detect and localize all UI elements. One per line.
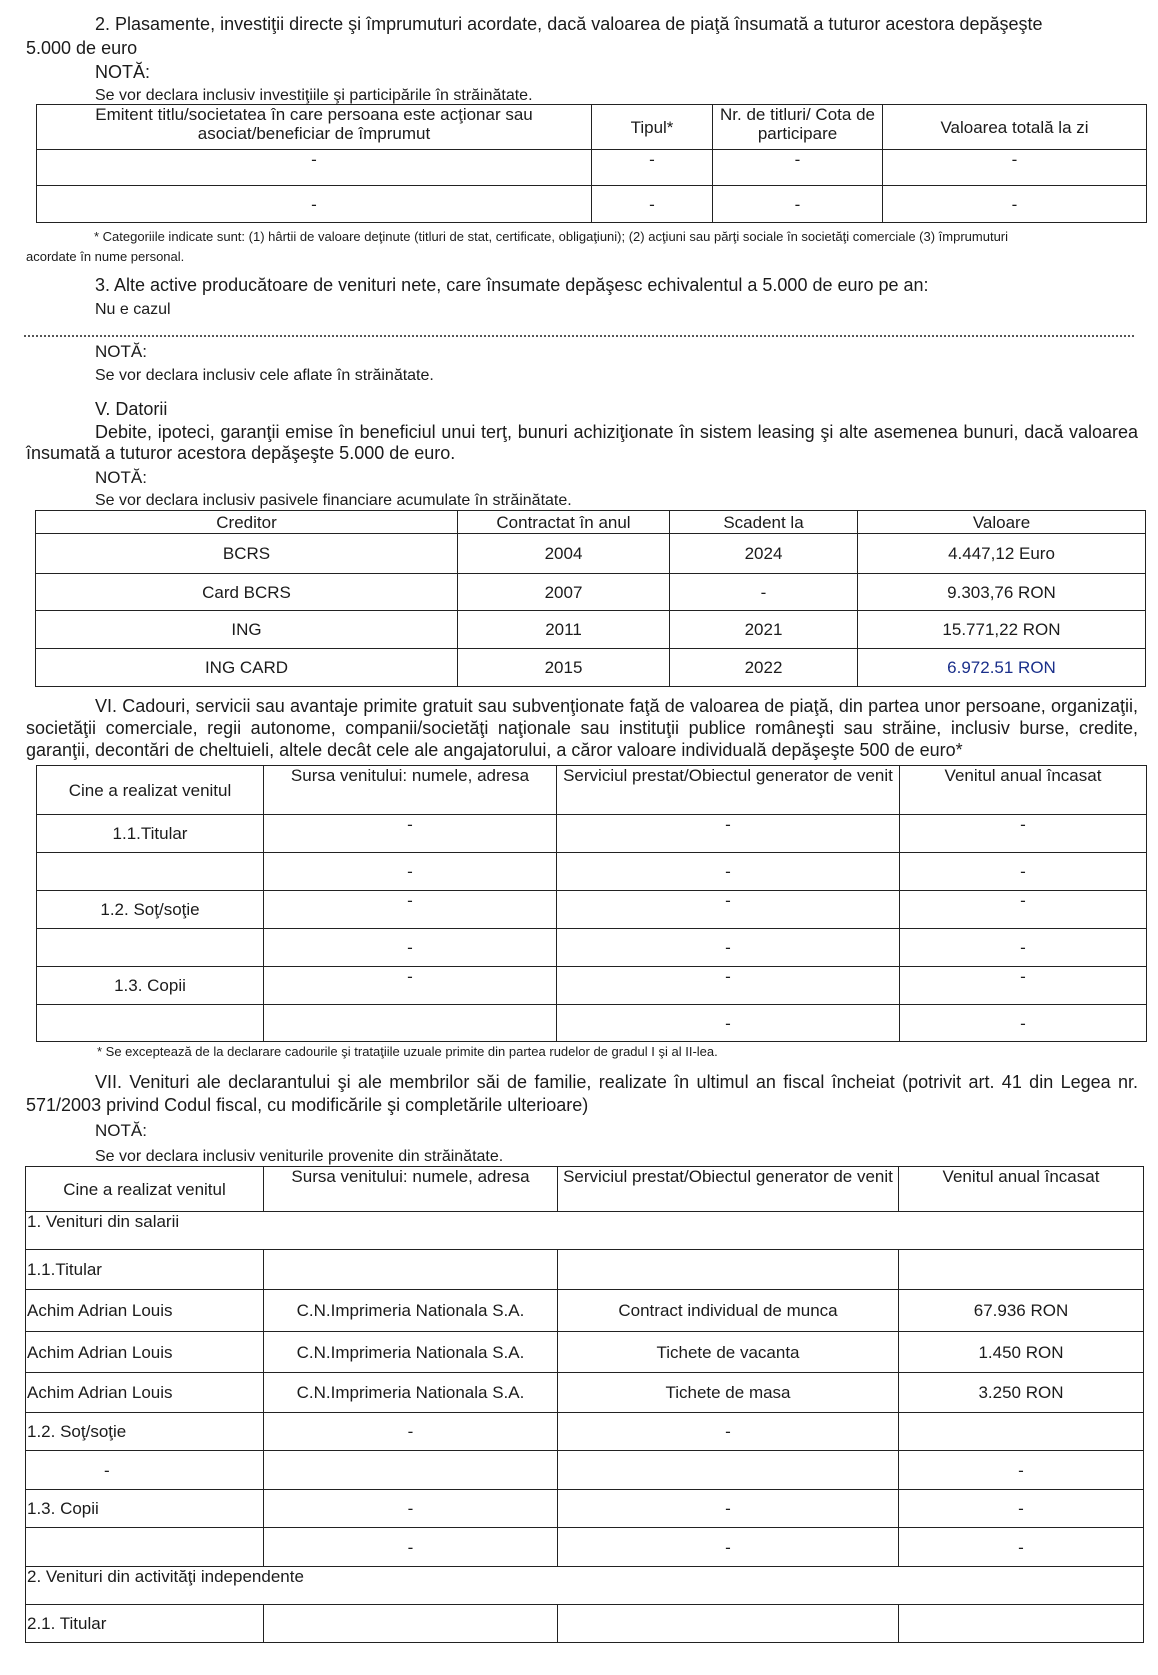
- nota-text: Se vor declara inclusiv pasivele financiare acumulate în străinătate.: [95, 492, 572, 509]
- table-cell: 2004: [458, 534, 670, 574]
- table-cell: -: [264, 815, 557, 853]
- table-cell: -: [713, 150, 883, 186]
- section-5-heading: V. Datorii: [95, 399, 168, 419]
- table-cell: -: [883, 186, 1147, 223]
- dotted-line: [24, 335, 1134, 337]
- header-cell: Serviciul prestat/Obiectul generator de venit: [558, 1167, 899, 1212]
- table-cell: -: [557, 853, 900, 891]
- table-cell: C.N.Imprimeria Nationala S.A.: [264, 1290, 558, 1332]
- table-cell: -: [592, 150, 713, 186]
- table-cell: -: [264, 891, 557, 929]
- section-5-text: Debite, ipoteci, garanţii emise în beneficiul unui terţ, bunuri achiziţionate în sistem leasing şi alte asemenea bunuri, dacă valoarea însumată a tuturor acestora depăşeşte 5.000 de euro.: [26, 422, 1138, 463]
- table-cell: 2.1. Titular: [26, 1605, 264, 1643]
- header-cell: Creditor: [36, 511, 458, 534]
- nota-label: NOTĂ:: [95, 62, 151, 82]
- nota-text: Se vor declara inclusiv veniturile provenite din străinătate.: [95, 1148, 504, 1165]
- debts-table: [35, 510, 1146, 687]
- table-cell: -: [899, 1490, 1144, 1528]
- table-cell: -: [900, 929, 1147, 967]
- income-table: [25, 1166, 1144, 1643]
- table-cell: Tichete de vacanta: [558, 1332, 899, 1373]
- header-cell: Venitul anual încasat: [899, 1167, 1144, 1212]
- table-cell: -: [264, 1413, 558, 1451]
- nota-text: Se vor declara inclusiv cele aflate în străinătate.: [95, 367, 434, 384]
- table-cell: 67.936 RON: [899, 1290, 1144, 1332]
- footnote-cont: acordate în nume personal.: [26, 249, 185, 264]
- section-7-text: VII. Venituri ale declarantului şi ale membrilor săi de familie, realizate în ultimul an fiscal încheiat (potrivit art. 41 din Legea nr. 571/2003 privind Codul fiscal, cu modificările şi completările ulterioare): [26, 1072, 1138, 1115]
- table-cell: -: [37, 186, 592, 223]
- table-cell: -: [900, 1005, 1147, 1042]
- header-cell: Nr. de titluri/ Cota de participare: [713, 105, 883, 150]
- table-cell: 9.303,76 RON: [858, 574, 1146, 611]
- footnote: * Categoriile indicate sunt: (1) hârtii de valoare deţinute (titluri de stat, certificate, obligaţiuni); (2) acţiuni sau părţi sociale în societăţi comerciale (3) împrumuturi: [94, 229, 1009, 244]
- table-cell: 4.447,12 Euro: [858, 534, 1146, 574]
- table-cell: 2024: [670, 534, 858, 574]
- table-cell: -: [264, 929, 557, 967]
- section-2-title: 2. Plasamente, investiţii directe şi împrumuturi acordate, dacă valoarea de piaţă însumată a tuturor acestora depăşeşte: [95, 14, 1043, 34]
- header-cell: Serviciul prestat/Obiectul generator de venit: [557, 766, 900, 815]
- table-cell: 2015: [458, 649, 670, 687]
- footnote: * Se exceptează de la declarare cadourile şi trataţiile uzuale primite din partea rudelor de gradul I şi al II-lea.: [97, 1044, 718, 1059]
- table-cell: 2007: [458, 574, 670, 611]
- table-cell: [37, 853, 264, 891]
- section-row: 2. Venituri din activităţi independente: [26, 1567, 1144, 1605]
- header-cell: Scadent la: [670, 511, 858, 534]
- table-cell: -: [899, 1528, 1144, 1567]
- table-cell: -: [900, 815, 1147, 853]
- table-cell: -: [26, 1451, 264, 1490]
- table-cell: -: [557, 815, 900, 853]
- table-cell: 2022: [670, 649, 858, 687]
- header-cell: Valoare: [858, 511, 1146, 534]
- header-cell: Emitent titlu/societatea în care persoana este acţionar sau asociat/beneficiar de împrumut: [37, 105, 592, 150]
- table-cell: -: [900, 853, 1147, 891]
- table-cell: [558, 1451, 899, 1490]
- table-cell: [26, 1528, 264, 1567]
- table-cell: [264, 1005, 557, 1042]
- table-cell: -: [264, 853, 557, 891]
- table-cell: -: [558, 1528, 899, 1567]
- header-cell: Contractat în anul: [458, 511, 670, 534]
- table-cell: -: [713, 186, 883, 223]
- header-cell: Cine a realizat venitul: [26, 1167, 264, 1212]
- table-cell: 1.450 RON: [899, 1332, 1144, 1373]
- section-3-value: Nu e cazul: [95, 301, 171, 318]
- nota-label: NOTĂ:: [95, 468, 147, 487]
- table-cell: -: [264, 1490, 558, 1528]
- table-cell: -: [900, 967, 1147, 1005]
- table-cell: -: [264, 967, 557, 1005]
- table-cell: -: [670, 574, 858, 611]
- table-cell: 1.2. Soţ/soţie: [26, 1413, 264, 1451]
- table-cell: -: [557, 967, 900, 1005]
- table-cell: -: [557, 891, 900, 929]
- table-cell: Achim Adrian Louis: [26, 1373, 264, 1413]
- header-cell: Tipul*: [592, 105, 713, 150]
- section-row: 1. Venituri din salarii: [26, 1212, 1144, 1250]
- header-cell: Venitul anual încasat: [900, 766, 1147, 815]
- table-cell: -: [37, 150, 592, 186]
- table-cell: Achim Adrian Louis: [26, 1332, 264, 1373]
- table-cell: -: [558, 1413, 899, 1451]
- table-cell: C.N.Imprimeria Nationala S.A.: [264, 1332, 558, 1373]
- section-3-title: 3. Alte active producătoare de venituri nete, care însumate depăşesc echivalentul a 5.000 de euro pe an:: [95, 275, 929, 295]
- investments-table: [36, 104, 1147, 223]
- nota-label: NOTĂ:: [95, 1121, 147, 1140]
- table-cell: C.N.Imprimeria Nationala S.A.: [264, 1373, 558, 1413]
- section-2-title-cont: 5.000 de euro: [26, 38, 138, 58]
- gifts-table: [36, 765, 1147, 1042]
- table-cell: Contract individual de munca: [558, 1290, 899, 1332]
- table-cell: 2021: [670, 611, 858, 649]
- table-cell: -: [883, 150, 1147, 186]
- nota-label: NOTĂ:: [95, 342, 147, 361]
- header-cell: Cine a realizat venitul: [37, 766, 264, 815]
- table-cell: BCRS: [36, 534, 458, 574]
- table-cell: 1.1.Titular: [37, 815, 264, 853]
- table-cell: -: [592, 186, 713, 223]
- table-cell: 6.972.51 RON: [858, 649, 1146, 687]
- table-cell: ING: [36, 611, 458, 649]
- table-cell: Achim Adrian Louis: [26, 1290, 264, 1332]
- table-cell: [37, 1005, 264, 1042]
- nota-text: Se vor declara inclusiv investiţiile şi participările în străinătate.: [95, 87, 533, 104]
- table-cell: Tichete de masa: [558, 1373, 899, 1413]
- header-cell: Sursa venitului: numele, adresa: [264, 1167, 558, 1212]
- table-cell: -: [900, 891, 1147, 929]
- table-cell: 3.250 RON: [899, 1373, 1144, 1413]
- header-cell: Valoarea totală la zi: [883, 105, 1147, 150]
- table-cell: -: [558, 1490, 899, 1528]
- table-cell: -: [557, 1005, 900, 1042]
- table-cell: [899, 1413, 1144, 1451]
- table-cell: ING CARD: [36, 649, 458, 687]
- table-cell: Card BCRS: [36, 574, 458, 611]
- table-cell: -: [899, 1451, 1144, 1490]
- table-cell: 1.2. Soţ/soţie: [37, 891, 264, 929]
- table-cell: 15.771,22 RON: [858, 611, 1146, 649]
- table-cell: [37, 929, 264, 967]
- table-cell: -: [557, 929, 900, 967]
- table-cell: 1.3. Copii: [37, 967, 264, 1005]
- table-cell: 1.3. Copii: [26, 1490, 264, 1528]
- table-cell: [264, 1451, 558, 1490]
- section-6-text: VI. Cadouri, servicii sau avantaje primite gratuit sau subvenţionate faţă de valoarea de piaţă, din partea unor persoane, organizaţii, societăţii comerciale, regii autonome, companii/societăţi naţionale sau instituţii publice româneşti sau străine, inclusiv burse, credite, garanţii, decontări de cheltuieli, altele decât cele ale angajatorului, a căror valoare individuală depăşeşte 500 de euro*: [26, 696, 1138, 760]
- table-cell: 1.1.Titular: [26, 1250, 264, 1290]
- table-cell: 2011: [458, 611, 670, 649]
- table-cell: -: [264, 1528, 558, 1567]
- header-cell: Sursa venitului: numele, adresa: [264, 766, 557, 815]
